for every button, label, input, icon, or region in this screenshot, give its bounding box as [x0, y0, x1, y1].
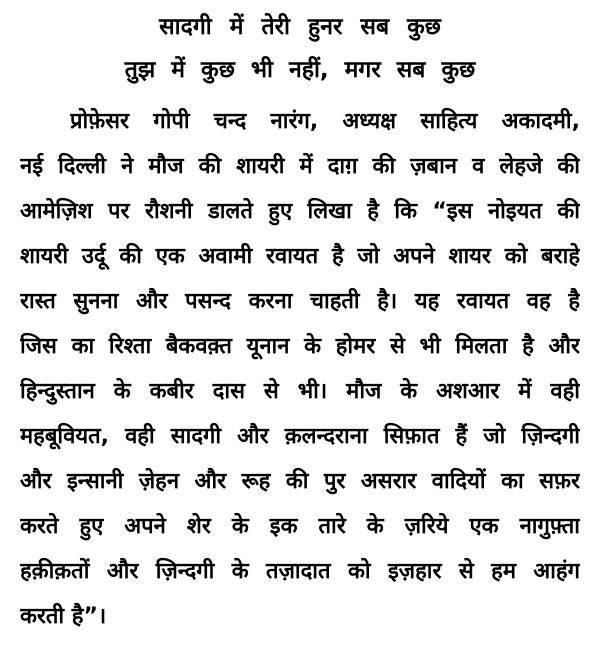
paragraph-line: शायरी उर्दू की एक अवामी रवायत है जो अपने शायर को बराहे: [20, 244, 580, 269]
paragraph-line: रास्त सुनना और पसन्द करना चाहती है। यह रवायत वह है: [20, 289, 580, 314]
paragraph-line: हक़ीक़तों और ज़िन्दगी के तज़ादात को इज़हार से हम आहंग: [20, 559, 580, 584]
paragraph-line: और इन्सानी ज़ेहन और रूह की पुर असरार वादियों का सफ़र: [20, 469, 580, 494]
paragraph-line: हिन्दुस्तान के कबीर दास से भी। मौज के अशआर में वही: [20, 379, 580, 404]
paragraph-line: नई दिल्ली ने मौज की शायरी में दाग़ की ज़बान व लेहजे की: [20, 154, 580, 179]
paragraph-line: प्रोफ़ेसर गोपी चन्द नारंग, अध्यक्ष साहित्य अकादमी,: [70, 109, 580, 134]
paragraph-line: जिस का रिश्ता बैकवक़्त यूनान के होमर से भी मिलता है और: [20, 334, 580, 359]
couplet-line-2: तुझ में कुछ भी नहीं, मगर सब कुछ: [124, 57, 476, 83]
couplet-line-1: सादगी में तेरी हुनर सब कुछ: [159, 14, 441, 40]
paragraph-line: आमेज़िश पर रौशनी डालते हुए लिखा है कि “इस नोइयत की: [20, 199, 580, 224]
paragraph-line: महबूवियत, वही सादगी और क़लन्दराना सिफ़ात हैं जो ज़िन्दगी: [20, 424, 580, 449]
paragraph-line: करते हुए अपने शेर के इक तारे के ज़रिये एक नागुफ़्ता: [20, 514, 580, 539]
paragraph-line: करती है”।: [20, 604, 107, 629]
